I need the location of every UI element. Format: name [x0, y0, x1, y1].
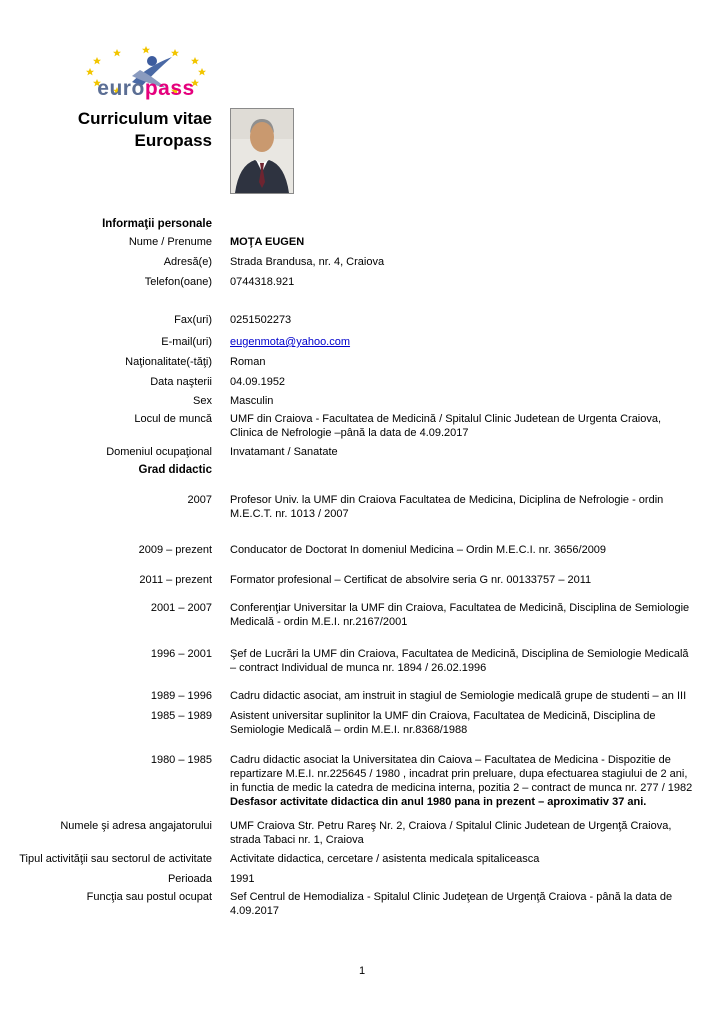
career-row-1985	[0, 709, 724, 737]
field-row-sex	[0, 394, 724, 408]
page-number: 1	[358, 965, 366, 977]
field-label: Tipul activităţii sau sectorul de activitate	[19, 853, 212, 865]
field-row-nationalitate	[0, 355, 724, 369]
logo-pass-text: pass	[144, 77, 195, 100]
career-description: Şef de Lucrări la UMF din Craiova, Facultatea de Medicină, Disciplina de Semiologie Medicală – contract Individual de munca nr. 1894 / 26.02.1996	[230, 648, 689, 674]
career-row-1996	[0, 647, 724, 675]
field-value: 1991	[230, 873, 255, 885]
field-value-name: MOŢA EUGEN	[230, 236, 305, 248]
field-value: Masculin	[230, 395, 274, 407]
field-row-fax	[0, 313, 724, 327]
field-row-data-nasterii	[0, 375, 724, 389]
field-value: Activitate didactica, cercetare / asistenta medicala spitaliceasca	[230, 853, 540, 865]
career-row-2011	[0, 573, 724, 587]
field-label: Funcţia sau postul ocupat	[86, 891, 212, 903]
field-label: Numele şi adresa angajatorului	[60, 820, 212, 832]
career-description-bold-text: Desfasor activitate didactica din anul 1980 pana in prezent – aproximativ 37 ani.	[230, 796, 647, 808]
field-value: Sef Centrul de Hemodializa - Spitalul Clinic Judeţean de Urgenţă Craiova - până la data de 4.09.2017	[230, 891, 673, 917]
section-heading-grad-didactic: Grad didactic	[138, 464, 212, 476]
career-description: Profesor Univ. la UMF din Craiova Facultatea de Medicina, Diciplina de Nefrologie - ordin M.E.C.T. nr. 1013 / 2007	[230, 494, 664, 520]
career-description: Conferenţiar Universitar la UMF din Craiova, Facultatea de Medicină, Disciplina de Semiologie Medicală - ordin M.E.I. nr.2167/2001	[230, 602, 690, 628]
field-label: Locul de muncă	[134, 413, 212, 425]
europass-logo	[80, 46, 212, 100]
career-description	[222, 753, 724, 809]
field-row-domeniul	[0, 445, 724, 459]
logo-wordmark	[80, 78, 212, 100]
career-period-label: 2011 – prezent	[139, 574, 212, 586]
field-label: Naţionalitate(-tăţi)	[125, 356, 212, 368]
career-period-label: 1989 – 1996	[150, 690, 212, 702]
field-row-telefon	[0, 275, 724, 289]
career-period-label: 2009 – prezent	[138, 544, 212, 556]
field-label: Adresă(e)	[163, 256, 212, 268]
field-value: 0744318.921	[230, 276, 295, 288]
field-label: Domeniul ocupaţional	[106, 446, 212, 458]
field-row-functia	[0, 890, 724, 918]
career-description: Cadru didactic asociat, am instruit in stagiul de Semiologie medicală grupe de studenti – an III	[230, 690, 687, 702]
field-label: E-mail(uri)	[161, 336, 212, 348]
career-row-2009	[0, 543, 724, 557]
field-label: Sex	[193, 395, 212, 407]
field-label: Data naşterii	[150, 376, 212, 388]
career-description: Asistent universitar suplinitor la UMF din Craiova, Facultatea de Medicină, Disciplina de Semiologie Medicală – ordin M.E.I. nr.8368/1988	[230, 710, 656, 736]
field-label: Perioada	[167, 873, 212, 885]
field-value: 04.09.1952	[230, 376, 286, 388]
section-heading-personal: Informaţii personale	[102, 218, 212, 230]
field-row-perioada	[0, 872, 724, 886]
section-personal-heading-row	[0, 217, 724, 231]
career-row-2001	[0, 601, 724, 629]
profile-photo	[230, 108, 294, 194]
cv-title-line2: Europass	[134, 131, 212, 150]
field-row-nume	[0, 235, 724, 249]
logo-euro-text: euro	[97, 77, 145, 100]
field-row-adresa	[0, 255, 724, 269]
field-value: 0251502273	[230, 314, 292, 326]
field-label: Nume / Prenume	[128, 236, 212, 248]
field-value: UMF Craiova Str. Petru Rareş Nr. 2, Craiova / Spitalul Clinic Judetean de Urgenţă Craiova, strada Tabaci nr. 1, Craiova	[230, 820, 672, 846]
field-label: Fax(uri)	[174, 314, 212, 326]
field-label: Telefon(oane)	[144, 276, 212, 288]
career-row-1989	[0, 689, 724, 703]
field-value: Strada Brandusa, nr. 4, Craiova	[230, 256, 385, 268]
field-row-tip-activitate	[0, 852, 724, 866]
field-row-angajator	[0, 819, 724, 847]
portrait-photo-icon	[231, 109, 293, 193]
email-link[interactable]: eugenmota@yahoo.com	[230, 336, 351, 348]
field-value: Roman	[230, 356, 266, 368]
section-grad-heading-row	[0, 463, 724, 477]
career-period-label: 2007	[187, 494, 212, 506]
career-row-2007	[0, 493, 724, 521]
career-description: Formator profesional – Certificat de absolvire seria G nr. 00133757 – 2011	[230, 574, 592, 586]
career-period-label: 1980 – 1985	[150, 754, 212, 766]
field-row-email	[0, 335, 724, 349]
career-description: Conducator de Doctorat In domeniul Medicina – Ordin M.E.C.I. nr. 3656/2009	[230, 544, 607, 556]
career-description-text: Cadru didactic asociat la Universitatea din Caiova – Facultatea de Medicina - Dispozitie de repartizare M.E.I. nr.225645 / 1980 , incadrat prin preluare, dupa efectuarea stagiului de 2 ani, in functia de medic la catedra de medicina interna, pozitia 2 – contract de munca nr. 277 / 1982	[230, 754, 693, 794]
field-value: Invatamant / Sanatate	[230, 446, 338, 458]
cv-title	[0, 108, 222, 152]
title-row	[0, 108, 724, 197]
career-period-label: 1996 – 2001	[150, 648, 212, 660]
career-row-1980	[0, 753, 724, 809]
career-period-label: 1985 – 1989	[150, 710, 212, 722]
career-period-label: 2001 – 2007	[150, 602, 212, 614]
field-value: UMF din Craiova - Facultatea de Medicină / Spitalul Clinic Judetean de Urgenta Craiova, Clinica de Nefrologie –până la data de 4.09.2017	[230, 413, 662, 439]
cv-title-line1: Curriculum vitae	[77, 109, 212, 128]
field-row-locul-de-munca	[0, 412, 724, 440]
logo-row	[0, 46, 724, 100]
